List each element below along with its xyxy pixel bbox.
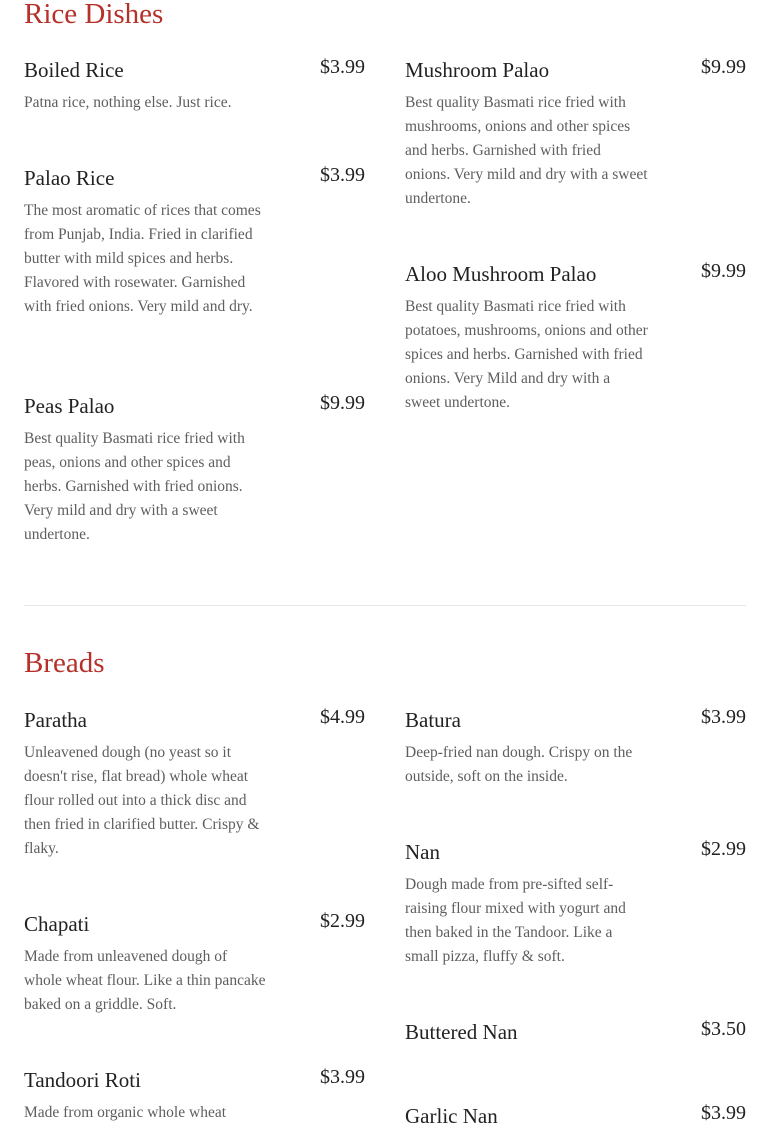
item-price: $9.99: [701, 56, 746, 78]
item-name: Garlic Nan: [405, 1104, 498, 1128]
item-price: $2.99: [701, 838, 746, 860]
item-description: Dough made from pre-sifted self-raising flour mixed with yogurt and then baked in the Tandoor. Like a small pizza, fluffy & soft.: [405, 876, 626, 965]
item-price: $3.99: [320, 56, 365, 78]
item-price: $9.99: [701, 260, 746, 282]
item-name: Nan: [405, 840, 440, 864]
item-description: Deep-fried nan dough. Crispy on the outside, soft on the inside.: [405, 744, 633, 785]
item-price: $3.99: [701, 706, 746, 728]
item-name: Aloo Mushroom Palao: [405, 262, 597, 286]
item-price: $3.99: [701, 1102, 746, 1124]
item-price: $3.50: [701, 1018, 746, 1040]
item-name: Buttered Nan: [405, 1020, 518, 1044]
item-price: $9.99: [320, 392, 365, 414]
item-price: $3.99: [320, 1066, 365, 1088]
item-description: Made from organic whole wheat: [24, 1104, 227, 1121]
section-title-rice-dishes: Rice Dishes: [24, 0, 164, 30]
item-description: The most aromatic of rices that comes from Punjab, India. Fried in clarified butter with mild spices and herbs. Flavored with rosewater. Garnished with fried onions. Very mild and dry.: [24, 202, 261, 315]
item-description: Best quality Basmati rice fried with potatoes, mushrooms, onions and other spices and herbs. Garnished with fried onions. Very Mild and dry with a sweet undertone.: [405, 298, 648, 411]
item-name: Mushroom Palao: [405, 58, 550, 82]
item-description: Best quality Basmati rice fried with peas, onions and other spices and herbs. Garnished with fried onions. Very mild and dry with a sweet undertone.: [24, 430, 245, 543]
item-name: Boiled Rice: [24, 58, 124, 82]
item-name: Paratha: [24, 708, 87, 732]
item-description: Made from unleavened dough of whole wheat flour. Like a thin pancake baked on a griddle. Soft.: [24, 948, 266, 1013]
item-name: Palao Rice: [24, 166, 115, 190]
item-description: Unleavened dough (no yeast so it doesn't rise, flat bread) whole wheat flour rolled out into a thick disc and then fried in clarified butter. Crispy & flaky.: [24, 744, 260, 857]
item-description: Patna rice, nothing else. Just rice.: [24, 94, 232, 111]
item-description: Best quality Basmati rice fried with mushrooms, onions and other spices and herbs. Garnished with fried onions. Very mild and dry with a sweet undertone.: [405, 94, 648, 207]
section-title-breads: Breads: [24, 647, 105, 679]
item-price: $4.99: [320, 706, 365, 728]
item-price: $2.99: [320, 910, 365, 932]
item-price: $3.99: [320, 164, 365, 186]
item-name: Chapati: [24, 912, 90, 936]
item-name: Batura: [405, 708, 461, 732]
section-divider: [24, 605, 746, 606]
item-name: Peas Palao: [24, 394, 115, 418]
item-name: Tandoori Roti: [24, 1068, 141, 1092]
